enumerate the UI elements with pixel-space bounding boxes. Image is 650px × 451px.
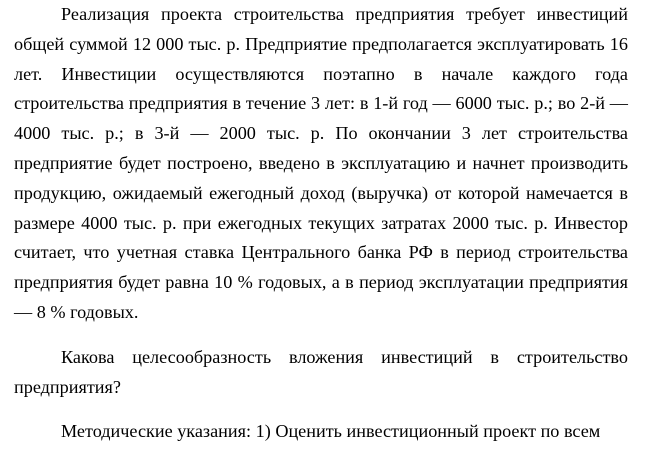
paragraph-problem-statement: Реализация проекта строительства предприятия требует инвестиций общей суммой 12 000 тыс. р. Предприятие предполагается эксплуатировать 16 лет. Инвестиции осуществляются поэтапно в начале каждого года строительства предприятия в течение 3 лет: в 1-й год — 6000 тыс. р.; во 2-й — 4000 тыс. р.; в 3-й — 2000 тыс. р. По окончании 3 лет строительства предприятие будет построено, введено в эксплуатацию и начнет производить продукцию, ожидаемый ежегодный доход (выручка) от которой намечается в размере 4000 тыс. р. при ежегодных текущих затратах 2000 тыс. р. Инвестор считает, что учетная ставка Центрального банка РФ в период строительства предприятия будет равна 10 % годовых, а в период эксплуатации предприятия — 8 % годовых. bbox=[14, 4, 628, 322]
paragraph-question: Какова целесообразность вложения инвестиций в строительство предприятия? bbox=[14, 346, 628, 397]
paragraph-guidelines: Методические указания: 1) Оценить инвестиционный проект по всем bbox=[61, 421, 601, 442]
